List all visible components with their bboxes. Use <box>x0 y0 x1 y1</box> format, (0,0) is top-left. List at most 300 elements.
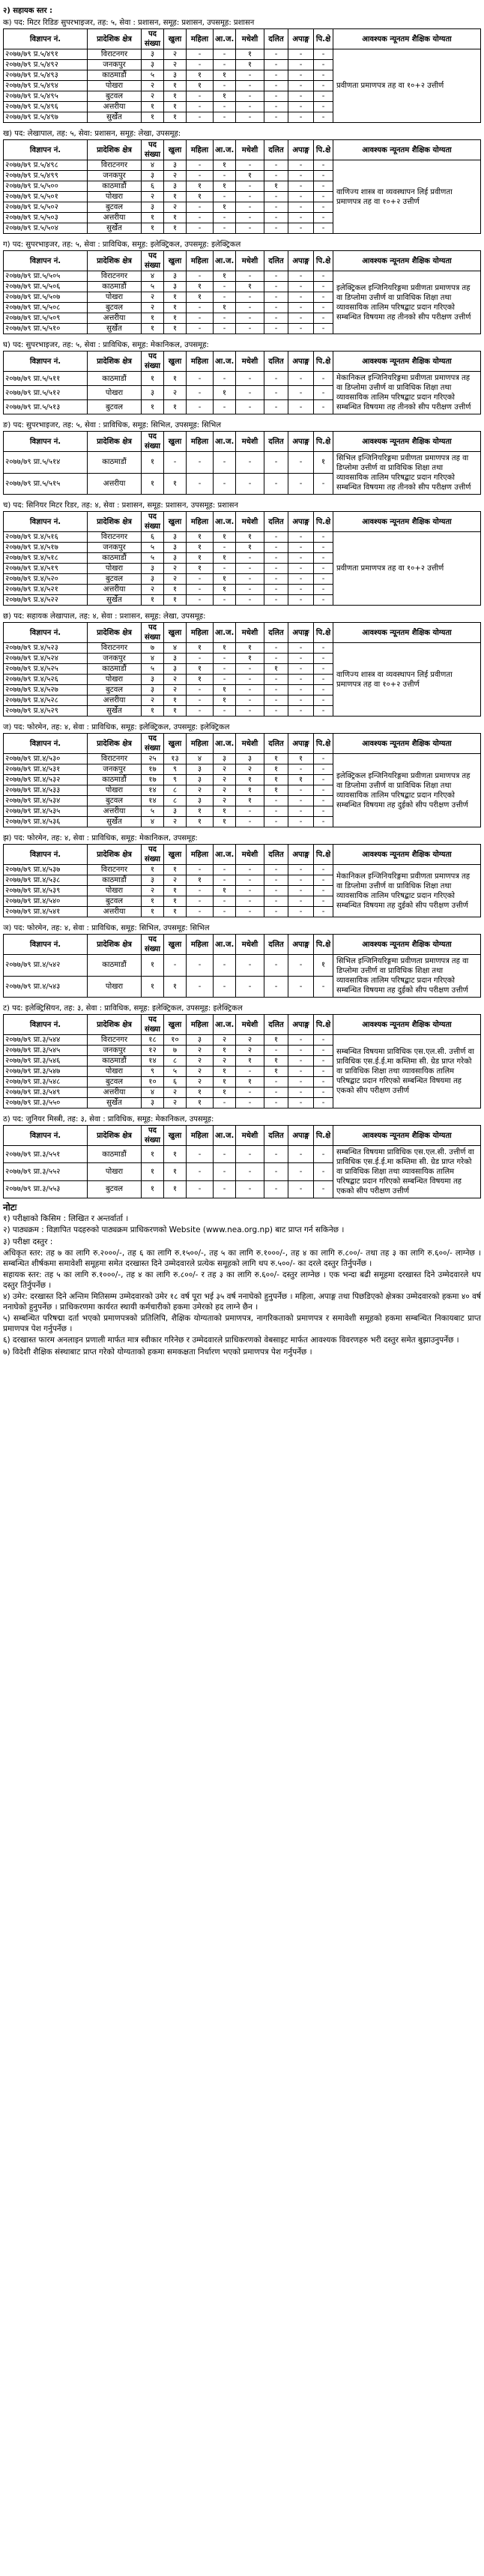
ad-number-cell: २०७७/७९ प्र.५/४९६ <box>4 102 88 112</box>
count-cell: १ <box>264 754 288 764</box>
column-header: महिला <box>187 352 214 372</box>
vacancy-table <box>3 733 481 827</box>
count-cell: - <box>314 60 333 70</box>
count-cell: ३ <box>214 754 236 764</box>
column-header: पद संख्या <box>142 29 164 49</box>
count-cell: १ <box>214 574 236 585</box>
count-cell: - <box>236 81 264 91</box>
count-cell: - <box>214 282 236 292</box>
count-cell: - <box>288 160 314 171</box>
region-cell: सुर्खेत <box>88 595 142 606</box>
count-cell: - <box>264 976 288 998</box>
count-cell: - <box>187 160 214 171</box>
column-header: पद संख्या <box>142 845 164 865</box>
column-header: आ.ज. <box>214 512 236 532</box>
count-cell: - <box>314 1067 333 1077</box>
count-cell: - <box>236 706 264 717</box>
count-cell: - <box>236 875 264 886</box>
column-header: पद संख्या <box>142 1015 164 1035</box>
count-cell: ५ <box>142 664 164 675</box>
region-cell: अत्तरीया <box>88 1088 142 1098</box>
qualification-cell: प्रवीणता प्रमाणपत्र तह वा १०+२ उत्तीर्ण <box>333 49 481 123</box>
count-cell: १७ <box>142 775 164 785</box>
count-cell: - <box>264 955 288 977</box>
region-cell: बुटवल <box>88 685 142 696</box>
count-cell: - <box>288 91 314 102</box>
count-cell: - <box>264 875 288 886</box>
count-cell: ३ <box>142 875 164 886</box>
count-cell: - <box>288 1088 314 1098</box>
column-header: मधेशी <box>236 623 264 643</box>
level-heading: २) सहायक स्तर : <box>3 7 53 15</box>
count-cell: - <box>288 675 314 685</box>
ad-number-cell: २०७७/७९ प्र.४/५२९ <box>4 706 88 717</box>
count-cell: - <box>288 785 314 796</box>
count-cell: १ <box>214 202 236 213</box>
count-cell: ३ <box>142 171 164 181</box>
column-header: विज्ञापन नं. <box>4 734 88 754</box>
count-cell: २ <box>164 817 187 827</box>
count-cell: - <box>187 706 214 717</box>
column-header: आवश्यक न्यूनतम शैक्षिक योग्यता <box>333 512 481 532</box>
column-header: आवश्यक न्यूनतम शैक्षिक योग्यता <box>333 1015 481 1035</box>
count-cell: - <box>288 271 314 282</box>
column-header: प्रादेशिक क्षेत्र <box>88 935 142 955</box>
count-cell: १ <box>164 324 187 334</box>
count-cell: १ <box>187 564 214 574</box>
count-cell: १ <box>187 817 214 827</box>
count-cell: १ <box>288 775 314 785</box>
count-cell: - <box>236 1180 264 1198</box>
count-cell: १ <box>236 1077 264 1088</box>
vacancy-table <box>3 1125 481 1198</box>
region-cell: जनकपुर <box>88 1046 142 1056</box>
count-cell: - <box>314 171 333 181</box>
region-cell: जनकपुर <box>88 60 142 70</box>
count-cell: - <box>214 564 236 574</box>
note-paragraph: सहायक स्तर: तह ५ का लागि रु.१०००/-, तह ४ का लागि रु.८००/- र तह ३ का लागि रु.६००/- दस्तुर लाग्नेछ । एक भन्दा बढी समूहमा दरखास्त दिने उम्मेदवारले थप दस्तुर तिर्नुपर्नेछ । <box>3 1270 481 1290</box>
table-row <box>4 1035 481 1046</box>
count-cell: १ <box>236 643 264 654</box>
note-paragraph: ४) उमेर: दरखास्त दिने अन्तिम मितिसम्म उम्मेदवारको उमेर १८ वर्ष पूरा भई ३५ वर्ष ननाघेको हुनुपर्नेछ । महिला, अपाङ्ग तथा पिछडिएको क्षेत्रका उम्मेदवारको हकमा ४० वर्ष ननाघेको हुनुपर्नेछ । प्राधिकरणमा कार्यरत स्थायी कर्मचारीको हकमा उमेरको हद लाग्ने छैन । <box>3 1292 481 1312</box>
count-cell: ३ <box>164 181 187 192</box>
ad-number-cell: २०७७/७९ प्रा.४/५३२ <box>4 775 88 785</box>
column-header: विज्ञापन नं. <box>4 432 88 452</box>
count-cell: - <box>288 386 314 400</box>
notes-heading: नोटः <box>3 1202 17 1213</box>
count-cell: - <box>288 372 314 386</box>
count-cell: १ <box>187 292 214 303</box>
region-cell: सुर्खेत <box>88 706 142 717</box>
count-cell: - <box>187 473 214 495</box>
ad-number-cell: २०७७/७९ प्र.४/५२४ <box>4 654 88 664</box>
count-cell: १ <box>187 806 214 817</box>
count-cell: १ <box>214 1077 236 1088</box>
count-cell: - <box>264 386 288 400</box>
count-cell: २ <box>164 685 187 696</box>
count-cell: - <box>314 806 333 817</box>
count-cell: - <box>236 976 264 998</box>
column-header: अपाङ्ग <box>288 935 314 955</box>
count-cell: - <box>264 886 288 896</box>
count-cell: - <box>314 706 333 717</box>
column-header: मधेशी <box>236 512 264 532</box>
count-cell: - <box>187 171 214 181</box>
count-cell: - <box>264 1146 288 1163</box>
count-cell: - <box>314 1180 333 1198</box>
column-header: दलित <box>264 734 288 754</box>
column-header: पद संख्या <box>142 251 164 271</box>
count-cell: - <box>264 706 288 717</box>
count-cell: - <box>314 160 333 171</box>
column-header: प्रादेशिक क्षेत्र <box>88 29 142 49</box>
count-cell: १ <box>187 664 214 675</box>
region-cell: सुर्खेत <box>88 324 142 334</box>
count-cell: २ <box>142 91 164 102</box>
count-cell: - <box>264 473 288 495</box>
column-header: विज्ञापन नं. <box>4 352 88 372</box>
count-cell: - <box>187 303 214 313</box>
count-cell: १ <box>214 806 236 817</box>
ad-number-cell: २०७७/७९ प्र.५/५०४ <box>4 223 88 234</box>
count-cell: - <box>214 81 236 91</box>
count-cell: - <box>288 907 314 917</box>
count-cell: - <box>214 213 236 223</box>
count-cell: - <box>264 1077 288 1088</box>
count-cell: १ <box>264 664 288 675</box>
count-cell: - <box>214 1146 236 1163</box>
count-cell: १ <box>164 1163 187 1180</box>
count-cell: - <box>314 654 333 664</box>
column-header: मधेशी <box>236 29 264 49</box>
count-cell: २ <box>164 564 187 574</box>
count-cell: - <box>187 896 214 907</box>
column-header: खुला <box>164 935 187 955</box>
table-row <box>4 643 481 654</box>
count-cell: १ <box>164 696 187 706</box>
ad-number-cell: २०७७/७९ प्र.५/४९९ <box>4 171 88 181</box>
column-header: पि.क्षे <box>314 623 333 643</box>
count-cell: - <box>288 532 314 543</box>
count-cell: ६ <box>164 1077 187 1088</box>
count-cell: - <box>314 532 333 543</box>
count-cell: - <box>214 452 236 474</box>
count-cell: - <box>187 452 214 474</box>
count-cell: १ <box>164 976 187 998</box>
count-cell: १ <box>164 313 187 324</box>
count-cell: - <box>288 171 314 181</box>
ad-number-cell: २०७७/७९ प्रा.३/५५१ <box>4 1146 88 1163</box>
count-cell: - <box>264 81 288 91</box>
count-cell: - <box>288 664 314 675</box>
column-header: पद संख्या <box>142 352 164 372</box>
count-cell: ३ <box>187 775 214 785</box>
count-cell: - <box>187 60 214 70</box>
column-header: प्रादेशिक क्षेत्र <box>88 140 142 160</box>
column-header: पद संख्या <box>142 935 164 955</box>
count-cell: - <box>264 303 288 313</box>
count-cell: १ <box>164 81 187 91</box>
vacancy-table <box>3 351 481 414</box>
count-cell: १ <box>214 271 236 282</box>
count-cell: १ <box>236 49 264 60</box>
count-cell: १ <box>214 160 236 171</box>
count-cell: - <box>288 806 314 817</box>
count-cell: - <box>264 675 288 685</box>
region-cell: अत्तरीया <box>88 473 142 495</box>
ad-number-cell: २०७७/७९ प्रा.५/५१० <box>4 324 88 334</box>
count-cell: - <box>288 292 314 303</box>
count-cell: २ <box>236 1035 264 1046</box>
column-header: पि.क्षे <box>314 140 333 160</box>
count-cell: १ <box>142 112 164 123</box>
count-cell: - <box>187 372 214 386</box>
count-cell: - <box>288 112 314 123</box>
column-header: दलित <box>264 140 288 160</box>
column-header: खुला <box>164 251 187 271</box>
table-header-row <box>4 1015 481 1035</box>
count-cell: ५ <box>142 282 164 292</box>
column-header: आ.ज. <box>214 432 236 452</box>
count-cell: - <box>314 386 333 400</box>
count-cell: १ <box>142 1180 164 1198</box>
region-cell: विराटनगर <box>88 1035 142 1046</box>
section-title: ङ) पद: सुपरभाइजर, तह: ५, सेवा : प्राविधिक, समूह: सिभिल, उपसमूह: सिभिल <box>3 421 222 429</box>
count-cell: - <box>187 49 214 60</box>
count-cell: - <box>288 817 314 827</box>
column-header: अपाङ्ग <box>288 251 314 271</box>
table-row <box>4 754 481 764</box>
count-cell: - <box>214 313 236 324</box>
count-cell: - <box>264 817 288 827</box>
count-cell: - <box>314 675 333 685</box>
section-title: ग) पद: सुपरभाइजर, तह: ५, सेवा : प्राविधिक, समूह: इलेक्ट्रिकल, उपसमूह: इलेक्ट्रिकल <box>3 241 241 249</box>
region-cell: विराटनगर <box>88 754 142 764</box>
count-cell: - <box>236 886 264 896</box>
count-cell: - <box>314 775 333 785</box>
count-cell: २ <box>164 49 187 60</box>
count-cell: - <box>236 271 264 282</box>
ad-number-cell: २०७७/७९ प्रा.४/५३४ <box>4 796 88 806</box>
count-cell: १७ <box>142 764 164 775</box>
count-cell: - <box>288 324 314 334</box>
qualification-cell: सम्बन्धित विषयमा प्राविधिक एस.एल.सी. उत्तीर्ण वा प्राविधिक एस.ई.ई.मा कम्तिमा सी. ग्रेड प्राप्त गरेको वा प्राविधिक शिक्षा तथा व्यावसायिक तालिम परिषद्बाट प्रदान गरिएको सम्बन्धित विषयमा तह एकको सीप परीक्षण उत्तीर्ण <box>333 1035 481 1108</box>
column-header: प्रादेशिक क्षेत्र <box>88 1126 142 1146</box>
column-header: प्रादेशिक क्षेत्र <box>88 623 142 643</box>
count-cell: - <box>214 473 236 495</box>
count-cell: - <box>314 886 333 896</box>
count-cell: ३ <box>187 764 214 775</box>
count-cell: - <box>314 473 333 495</box>
count-cell: - <box>187 324 214 334</box>
count-cell: - <box>314 324 333 334</box>
count-cell: - <box>314 271 333 282</box>
table-row <box>4 865 481 875</box>
region-cell: विराटनगर <box>88 160 142 171</box>
column-header: पि.क्षे <box>314 935 333 955</box>
count-cell: १ <box>164 372 187 386</box>
region-cell: अत्तरीया <box>88 907 142 917</box>
ad-number-cell: २०७७/७९ प्रा.३/५५२ <box>4 1163 88 1180</box>
count-cell: - <box>288 696 314 706</box>
region-cell: विराटनगर <box>88 643 142 654</box>
count-cell: १ <box>164 865 187 875</box>
count-cell: २ <box>164 386 187 400</box>
count-cell: - <box>264 685 288 696</box>
count-cell: - <box>314 192 333 202</box>
ad-number-cell: २०७७/७९ प्रा.५/५०८ <box>4 303 88 313</box>
count-cell: - <box>264 49 288 60</box>
count-cell: ८ <box>164 1056 187 1067</box>
vacancy-table <box>3 511 481 606</box>
count-cell: - <box>187 386 214 400</box>
region-cell: काठमाडौं <box>88 372 142 386</box>
count-cell: - <box>288 595 314 606</box>
count-cell: १ <box>164 112 187 123</box>
count-cell: - <box>314 754 333 764</box>
count-cell: - <box>264 292 288 303</box>
count-cell: - <box>314 91 333 102</box>
count-cell: ३ <box>142 202 164 213</box>
count-cell: - <box>236 400 264 414</box>
column-header: मधेशी <box>236 1015 264 1035</box>
region-cell: बुटवल <box>88 1077 142 1088</box>
count-cell: ५ <box>142 70 164 81</box>
ad-number-cell: २०७७/७९ प्रा.३/५५३ <box>4 1180 88 1198</box>
count-cell: १ <box>236 775 264 785</box>
count-cell: - <box>314 685 333 696</box>
ad-number-cell: २०७७/७९ प्रा.४/५३९ <box>4 886 88 896</box>
ad-number-cell: २०७७/७९ प्र.४/५२७ <box>4 685 88 696</box>
count-cell: १ <box>236 796 264 806</box>
ad-number-cell: २०७७/७९ प्रा.३/५४५ <box>4 1046 88 1056</box>
count-cell: - <box>187 696 214 706</box>
count-cell: - <box>214 112 236 123</box>
count-cell: - <box>288 1180 314 1198</box>
count-cell: १ <box>214 532 236 543</box>
count-cell: - <box>288 1146 314 1163</box>
count-cell: ५ <box>164 1067 187 1077</box>
count-cell: ६ <box>142 532 164 543</box>
count-cell: ९ <box>142 1067 164 1077</box>
region-cell: पोखरा <box>88 675 142 685</box>
column-header: विज्ञापन नं. <box>4 623 88 643</box>
count-cell: - <box>214 223 236 234</box>
count-cell: ३ <box>142 574 164 585</box>
count-cell: १ <box>187 543 214 553</box>
count-cell: १४ <box>142 796 164 806</box>
column-header: आ.ज. <box>214 734 236 754</box>
count-cell: - <box>314 181 333 192</box>
count-cell: २ <box>164 1088 187 1098</box>
column-header: पि.क्षे <box>314 1015 333 1035</box>
count-cell: १ <box>142 223 164 234</box>
count-cell: ३ <box>164 806 187 817</box>
count-cell: १ <box>142 473 164 495</box>
count-cell: - <box>236 213 264 223</box>
count-cell: - <box>264 896 288 907</box>
count-cell: ४ <box>187 754 214 764</box>
ad-number-cell: २०७७/७९ प्रा.४/५३१ <box>4 764 88 775</box>
column-header: मधेशी <box>236 734 264 754</box>
qualification-cell: सिभिल इन्जिनियरिङ्गमा प्रवीणता प्रमाणपत्र तह वा डिप्लोमा उत्तीर्ण वा प्राविधिक शिक्षा तथा व्यावसायिक तालिम परिषद्बाट प्रदान गरिएको सम्बन्धित विषयमा तह दुईको सीप परीक्षण उत्तीर्ण <box>333 955 481 998</box>
count-cell: - <box>288 303 314 313</box>
region-cell: काठमाडौं <box>88 1146 142 1163</box>
column-header: आ.ज. <box>214 251 236 271</box>
count-cell: - <box>236 473 264 495</box>
count-cell: ३ <box>164 282 187 292</box>
column-header: विज्ञापन नं. <box>4 251 88 271</box>
count-cell: २ <box>142 192 164 202</box>
count-cell: - <box>288 553 314 564</box>
count-cell: - <box>264 553 288 564</box>
region-cell: जनकपुर <box>88 171 142 181</box>
count-cell: - <box>236 817 264 827</box>
count-cell: - <box>288 865 314 875</box>
count-cell: १ <box>164 585 187 595</box>
count-cell: २ <box>187 1056 214 1067</box>
count-cell: - <box>187 865 214 875</box>
region-cell: सुर्खेत <box>88 817 142 827</box>
count-cell: ४ <box>142 654 164 664</box>
column-header: आवश्यक न्यूनतम शैक्षिक योग्यता <box>333 352 481 372</box>
table-header-row <box>4 935 481 955</box>
region-cell: काठमाडौं <box>88 452 142 474</box>
ad-number-cell: २०७७/७९ प्रा.४/५३६ <box>4 817 88 827</box>
count-cell: - <box>214 1180 236 1198</box>
count-cell: ४ <box>142 271 164 282</box>
region-cell: बुटवल <box>88 400 142 414</box>
count-cell: १ <box>142 313 164 324</box>
count-cell: - <box>236 585 264 595</box>
count-cell: १ <box>314 955 333 977</box>
ad-number-cell: २०७७/७९ प्रा.५/५१३ <box>4 400 88 414</box>
count-cell: १ <box>214 585 236 595</box>
count-cell: ६ <box>142 181 164 192</box>
vacancy-table <box>3 250 481 334</box>
count-cell: - <box>288 1067 314 1077</box>
count-cell: - <box>314 1056 333 1067</box>
region-cell: विराटनगर <box>88 865 142 875</box>
column-header: महिला <box>187 140 214 160</box>
count-cell: - <box>264 654 288 664</box>
count-cell: - <box>314 1046 333 1056</box>
count-cell: १ <box>142 102 164 112</box>
column-header: आ.ज. <box>214 29 236 49</box>
count-cell: १ <box>187 643 214 654</box>
count-cell: १ <box>142 896 164 907</box>
count-cell: १ <box>236 785 264 796</box>
count-cell: - <box>314 70 333 81</box>
column-header: विज्ञापन नं. <box>4 845 88 865</box>
count-cell: १ <box>288 754 314 764</box>
count-cell: - <box>164 452 187 474</box>
ad-number-cell: २०७७/७९ प्र.५/४९७ <box>4 112 88 123</box>
count-cell: १ <box>164 473 187 495</box>
count-cell: - <box>288 473 314 495</box>
column-header: अपाङ्ग <box>288 845 314 865</box>
count-cell: - <box>314 1088 333 1098</box>
column-header: आ.ज. <box>214 352 236 372</box>
column-header: महिला <box>187 845 214 865</box>
ad-number-cell: २०७७/७९ प्रा.३/५४७ <box>4 1067 88 1077</box>
region-cell: अत्तरीया <box>88 102 142 112</box>
count-cell: ३ <box>187 1035 214 1046</box>
column-header: आवश्यक न्यूनतम शैक्षिक योग्यता <box>333 140 481 160</box>
region-cell: काठमाडौं <box>88 775 142 785</box>
count-cell: १ <box>214 1088 236 1098</box>
count-cell: - <box>288 1035 314 1046</box>
